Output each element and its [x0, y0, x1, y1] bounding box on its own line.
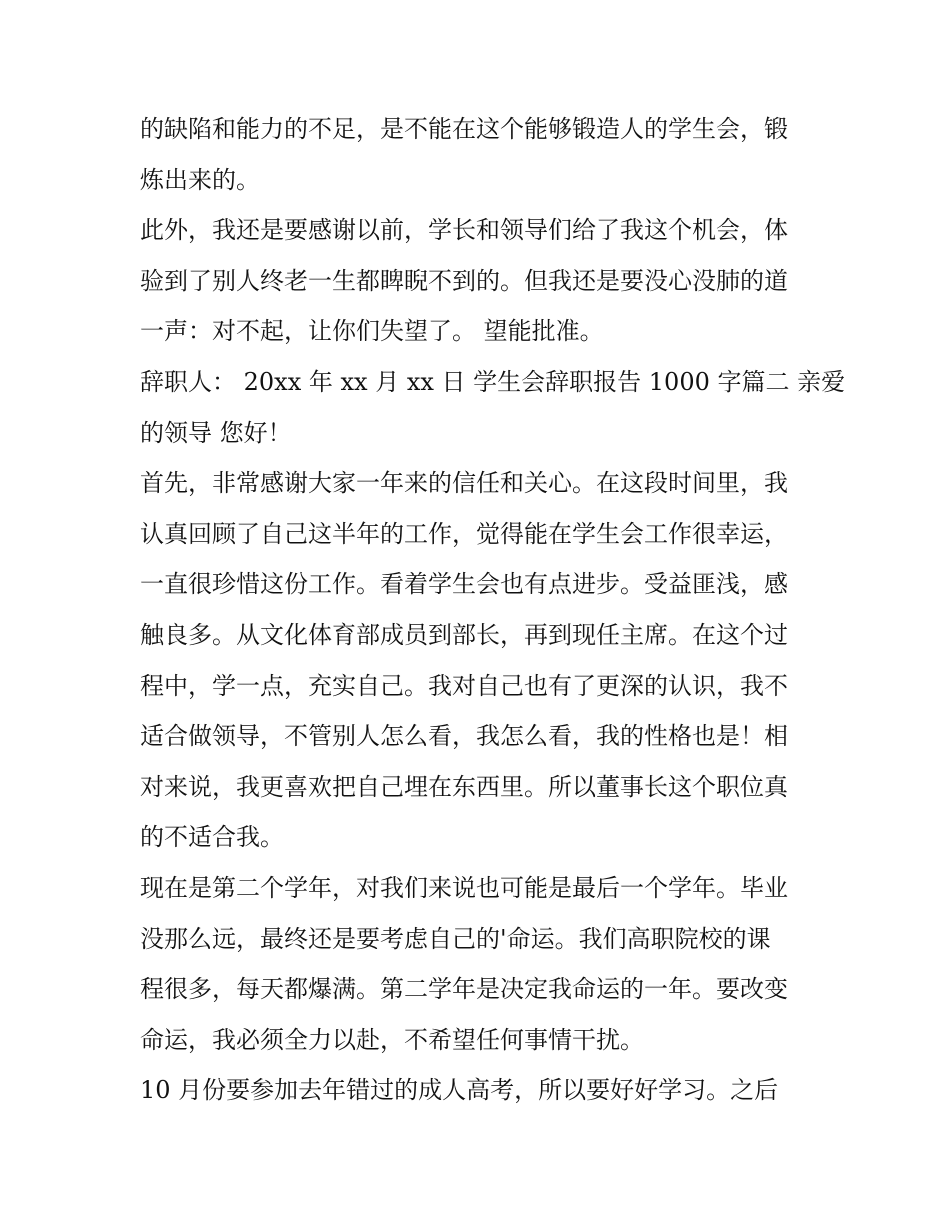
text-line: 一直很珍惜这份工作。看着学生会也有点进步。受益匪浅，感: [140, 570, 788, 599]
text-line: 触良多。从文化体育部成员到部长，再到现任主席。在这个过: [140, 620, 788, 649]
text-line: 程很多，每天都爆满。第二学年是决定我命运的一年。要改变: [140, 975, 788, 1004]
body-text: [140, 104, 846, 1116]
text-line: 没那么远，最终还是要考虑自己的'命运。我们高职院校的课: [140, 924, 771, 953]
text-line: 命运，我必须全力以赴，不希望任何事情干扰。: [140, 1025, 644, 1054]
text-line: 辞职人： 20xx 年 xx 月 xx 日 学生会辞职报告 1000 字篇二 亲爱: [140, 367, 846, 396]
text-line: 此外，我还是要感谢以前，学长和领导们给了我这个机会，体: [140, 216, 788, 245]
text-line: 一声：对不起，让你们失望了。 望能批准。: [140, 317, 604, 346]
text-line: 现在是第二个学年，对我们来说也可能是最后一个学年。毕业: [140, 873, 788, 902]
text-line: 验到了别人终老一生都睥睨不到的。但我还是要没心没肺的道: [140, 266, 788, 295]
text-line: 对来说，我更喜欢把自己埋在东西里。所以董事长这个职位真: [140, 772, 788, 801]
text-line: 程中，学一点，充实自己。我对自己也有了更深的认识，我不: [140, 671, 788, 700]
text-line: 首先，非常感谢大家一年来的信任和关心。在这段时间里，我: [140, 469, 788, 498]
text-line: 适合做领导，不管别人怎么看，我怎么看，我的性格也是！相: [140, 722, 788, 751]
text-line: 的领导 您好！: [140, 418, 292, 447]
text-line: 炼出来的。: [140, 165, 260, 194]
text-line: 的不适合我。: [140, 823, 284, 852]
text-line: 认真回顾了自己这半年的工作，觉得能在学生会工作很幸运，: [140, 519, 788, 548]
text-line: 的缺陷和能力的不足，是不能在这个能够锻造人的学生会，锻: [140, 115, 788, 143]
text-line: 10 月份要参加去年错过的成人高考，所以要好好学习。之后: [140, 1076, 779, 1105]
